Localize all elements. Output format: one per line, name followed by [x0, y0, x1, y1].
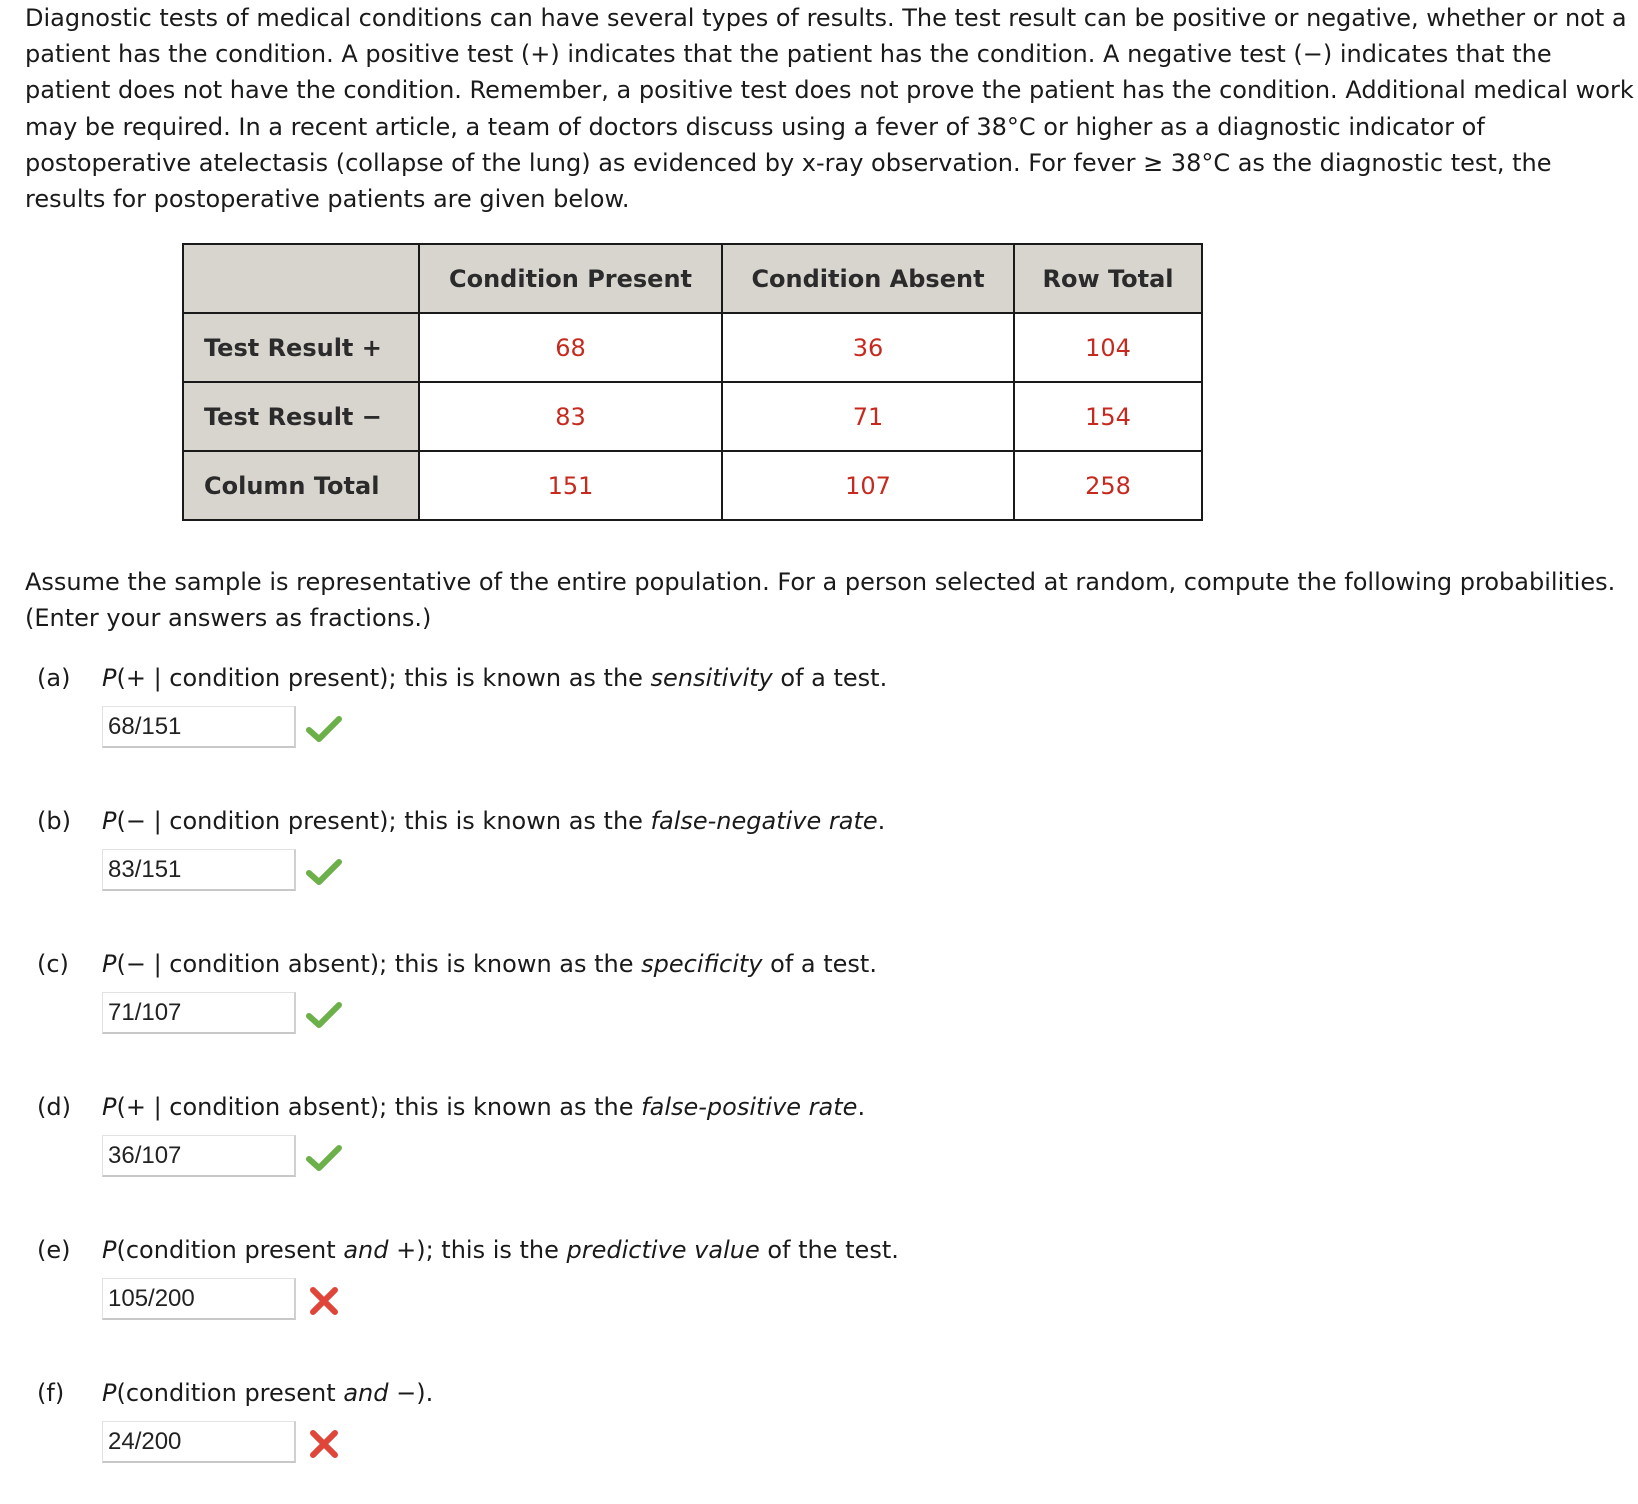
answer-row [102, 849, 1437, 893]
question-letter: (b) [37, 807, 71, 835]
question-a [37, 663, 1437, 750]
table-row [183, 313, 1202, 382]
header-condition-present: Condition Present [419, 244, 722, 313]
question-tail: . [857, 1093, 866, 1121]
answer-row [102, 1135, 1437, 1179]
header-row-total: Row Total [1014, 244, 1202, 313]
table-cell: 154 [1014, 382, 1202, 451]
table-cell: 68 [419, 313, 722, 382]
question-body: +); this is the [388, 1236, 567, 1264]
answer-input-e[interactable] [102, 1278, 296, 1320]
answer-row [102, 1278, 1437, 1322]
question-body: (− | condition present); this is known as the [116, 807, 651, 835]
question-letter: (d) [37, 1093, 71, 1121]
table-cell: 107 [722, 451, 1014, 520]
question-text [37, 663, 1437, 693]
table-cell: 258 [1014, 451, 1202, 520]
table-cell: 71 [722, 382, 1014, 451]
question-body: (+ | condition absent); this is known as the [116, 1093, 642, 1121]
prob-symbol: P [102, 664, 117, 692]
question-letter: (c) [37, 950, 69, 978]
question-body: (+ | condition present); this is known as the [116, 664, 651, 692]
question-text [37, 806, 1437, 836]
question-term: false-positive rate [641, 1093, 858, 1121]
intro-paragraph: Diagnostic tests of medical conditions can have several types of results. The test result can be positive or negative, whether or not a patient has the condition. A positive test (+) indicates that the patient has the condition. A negative test (−) indicates that the patient does not have the condition. Remember, a positive test does not prove the patient has the condition. Additional medical work may be required. In a recent article, a team of doctors discuss using a fever of 38°C or higher as a diagnostic indicator of postoperative atelectasis (collapse of the lung) as evidenced by x-ray observation. For fever ≥ 38°C as the diagnostic test, the results for postoperative patients are given below. [25, 4, 1634, 214]
check-icon [306, 714, 342, 744]
answer-input-f[interactable] [102, 1421, 296, 1463]
table-header-row [183, 244, 1202, 313]
question-text [37, 949, 1437, 979]
row-label-column-total: Column Total [183, 451, 419, 520]
table-cell: 83 [419, 382, 722, 451]
check-icon [306, 857, 342, 887]
question-body: (condition present [116, 1379, 344, 1407]
question-tail: −). [388, 1379, 434, 1407]
answer-row [102, 1421, 1437, 1465]
row-label-test-positive: Test Result + [183, 313, 419, 382]
question-term: false-negative rate [650, 807, 878, 835]
cross-icon [306, 1429, 342, 1459]
question-letter: (f) [37, 1379, 65, 1407]
prob-symbol: P [102, 950, 117, 978]
question-term: specificity [641, 950, 763, 978]
instructions-paragraph: Assume the sample is representative of the entire population. For a person selected at random, compute the following probabilities. (Enter your answers as fractions.) [25, 568, 1616, 633]
answer-row [102, 992, 1437, 1036]
header-condition-absent: Condition Absent [722, 244, 1014, 313]
question-letter: (a) [37, 664, 71, 692]
prob-symbol: P [102, 1093, 117, 1121]
question-body: (− | condition absent); this is known as the [116, 950, 642, 978]
question-c [37, 949, 1437, 1036]
question-f [37, 1378, 1437, 1465]
question-text [37, 1378, 1437, 1408]
question-e [37, 1235, 1437, 1322]
question-text [37, 1092, 1437, 1122]
question-body: (condition present [116, 1236, 344, 1264]
table-cell: 104 [1014, 313, 1202, 382]
question-term: and [343, 1379, 389, 1407]
question-tail: of the test. [759, 1236, 899, 1264]
row-label-test-negative: Test Result − [183, 382, 419, 451]
table-corner-cell [183, 244, 419, 313]
answer-input-d[interactable] [102, 1135, 296, 1177]
question-text [37, 1235, 1437, 1265]
check-icon [306, 1143, 342, 1173]
answer-row [102, 706, 1437, 750]
prob-symbol: P [102, 807, 117, 835]
prob-symbol: P [102, 1379, 117, 1407]
question-tail: . [877, 807, 886, 835]
question-term: sensitivity [650, 664, 773, 692]
table-row [183, 451, 1202, 520]
question-b [37, 806, 1437, 893]
answer-input-c[interactable] [102, 992, 296, 1034]
cross-icon [306, 1286, 342, 1316]
table-cell: 36 [722, 313, 1014, 382]
check-icon [306, 1000, 342, 1030]
contingency-table [182, 243, 1203, 521]
question-tail: of a test. [762, 950, 877, 978]
question-tail: of a test. [772, 664, 888, 692]
answer-input-a[interactable] [102, 706, 296, 748]
question-term: and [343, 1236, 389, 1264]
question-letter: (e) [37, 1236, 71, 1264]
table-row [183, 382, 1202, 451]
table-cell: 151 [419, 451, 722, 520]
answer-input-b[interactable] [102, 849, 296, 891]
question-term: predictive value [566, 1236, 760, 1264]
question-d [37, 1092, 1437, 1179]
prob-symbol: P [102, 1236, 117, 1264]
